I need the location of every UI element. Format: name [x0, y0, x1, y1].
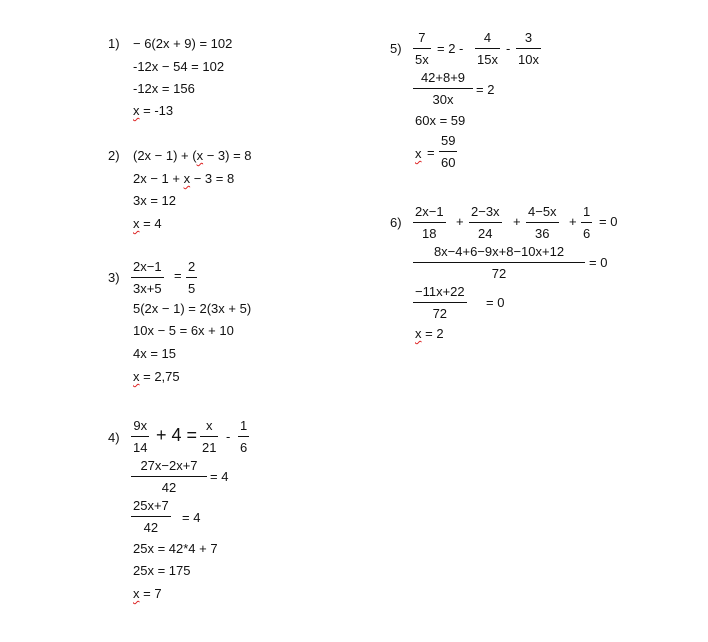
- numerator: 27x−2x+7: [131, 458, 207, 477]
- answer-value: = 7: [139, 586, 162, 601]
- text: − 3 = 8: [190, 171, 235, 186]
- denominator: 72: [432, 306, 448, 321]
- denominator: 5: [188, 281, 196, 296]
- numerator: 42+8+9: [413, 70, 473, 89]
- numerator: −11x+22: [413, 284, 467, 303]
- problem-4-line-2: 25x = 175: [133, 563, 191, 578]
- problem-5-line-1: 60x = 59: [415, 113, 466, 128]
- denominator: 24: [478, 226, 493, 241]
- fraction: [200, 418, 218, 456]
- equals-sign: =: [427, 145, 435, 160]
- denominator: 42: [161, 480, 177, 495]
- denominator: 5x: [415, 52, 429, 67]
- problem-2-line-2: [133, 171, 234, 187]
- denominator: 21: [202, 440, 217, 455]
- numerator: 7: [413, 30, 431, 49]
- denominator: 18: [422, 226, 437, 241]
- fraction: [131, 259, 164, 297]
- problem-4-label: 4): [108, 430, 120, 445]
- fraction: [413, 30, 431, 68]
- problem-6-answer: [415, 326, 444, 342]
- denominator: 14: [133, 440, 148, 455]
- text: − 3) = 8: [203, 148, 252, 163]
- plus-four-equals: + 4 =: [156, 425, 198, 445]
- denominator: 72: [491, 266, 507, 281]
- spellcheck-var: x: [415, 326, 422, 341]
- numerator: 4−5x: [526, 204, 559, 223]
- problem-3-line-2: 10x − 5 = 6x + 10: [133, 323, 234, 338]
- denominator: 36: [535, 226, 550, 241]
- numerator: 2x−1: [131, 259, 164, 278]
- fraction: [475, 30, 500, 68]
- fraction: [413, 70, 473, 108]
- problem-1-line-3: -12x = 156: [133, 81, 195, 96]
- problem-4-line-1: 25x = 42*4 + 7: [133, 541, 218, 556]
- spellcheck-var: x: [133, 103, 140, 118]
- fraction: [131, 418, 149, 456]
- numerator: 59: [439, 133, 457, 152]
- numerator: 8x−4+6−9x+8−10x+12: [413, 244, 585, 263]
- denominator: 30x: [432, 92, 454, 107]
- answer-value: = 2,75: [139, 369, 180, 384]
- spellcheck-var: x: [133, 369, 140, 384]
- plus-sign: +: [569, 214, 577, 229]
- numerator: 2: [186, 259, 197, 278]
- denominator: 15x: [477, 52, 498, 67]
- numerator: 2−3x: [469, 204, 502, 223]
- spellcheck-var: x: [133, 586, 140, 601]
- fraction: [526, 204, 559, 242]
- fraction: [439, 133, 457, 171]
- denominator: 6: [240, 440, 248, 455]
- text: (2x − 1) + (: [133, 148, 197, 163]
- text: 2x − 1 +: [133, 171, 184, 186]
- problem-1-label: 1): [108, 36, 120, 51]
- spellcheck-var: x: [196, 148, 204, 163]
- fraction: [186, 259, 197, 297]
- denominator: 6: [583, 226, 591, 241]
- numerator: 4: [475, 30, 500, 49]
- problem-1-answer: [133, 103, 173, 119]
- equals-two-minus: = 2 -: [437, 41, 464, 56]
- minus-sign: -: [226, 429, 231, 444]
- denominator: 60: [441, 155, 456, 170]
- problem-2-label: 2): [108, 148, 120, 163]
- problem-2-answer: [133, 216, 162, 232]
- equals-zero: = 0: [599, 214, 618, 229]
- problem-3-answer: [133, 369, 180, 385]
- answer-value: = -13: [139, 103, 174, 118]
- fraction: [413, 244, 585, 282]
- denominator: 3x+5: [133, 281, 162, 296]
- fraction: [131, 498, 171, 536]
- minus-sign: -: [506, 41, 511, 56]
- numerator: 1: [238, 418, 249, 437]
- spellcheck-var: x: [183, 171, 191, 186]
- equals-sign: =: [174, 268, 182, 283]
- numerator: 2x−1: [413, 204, 446, 223]
- fraction: [581, 204, 592, 242]
- equals-zero: = 0: [589, 255, 608, 270]
- problem-3-label: 3): [108, 270, 120, 285]
- plus-sign: +: [513, 214, 521, 229]
- problem-6-label: 6): [390, 215, 402, 230]
- denominator: 10x: [518, 52, 539, 67]
- problem-1-line-1: − 6(2x + 9) = 102: [133, 36, 233, 51]
- equals-zero: = 0: [486, 295, 505, 310]
- answer-value: = 2: [421, 326, 444, 341]
- fraction: [131, 458, 207, 496]
- numerator: 25x+7: [131, 498, 171, 517]
- equals-two: = 2: [476, 82, 495, 97]
- problem-1-line-2: -12x − 54 = 102: [133, 59, 225, 74]
- fraction: [413, 284, 467, 322]
- problem-4-answer: [133, 586, 162, 602]
- equals-four: = 4: [182, 510, 201, 525]
- problem-5-label: 5): [390, 41, 402, 56]
- problem-3-line-3: 4x = 15: [133, 346, 177, 361]
- spellcheck-var: x: [415, 146, 422, 161]
- answer-value: = 4: [139, 216, 162, 231]
- fraction: [516, 30, 541, 68]
- numerator: x: [200, 418, 218, 437]
- denominator: 42: [143, 520, 159, 535]
- problem-5-answer-var: [415, 146, 422, 162]
- fraction: [238, 418, 249, 456]
- fraction: [469, 204, 502, 242]
- spellcheck-var: x: [133, 216, 140, 231]
- numerator: 3: [516, 30, 541, 49]
- fraction: [413, 204, 446, 242]
- problem-2-line-1: [133, 148, 252, 164]
- numerator: 9x: [131, 418, 149, 437]
- plus-sign: +: [456, 214, 464, 229]
- problem-3-line-1: 5(2x − 1) = 2(3x + 5): [133, 301, 252, 316]
- numerator: 1: [581, 204, 592, 223]
- equals-four: = 4: [210, 469, 229, 484]
- problem-2-line-3: 3x = 12: [133, 193, 177, 208]
